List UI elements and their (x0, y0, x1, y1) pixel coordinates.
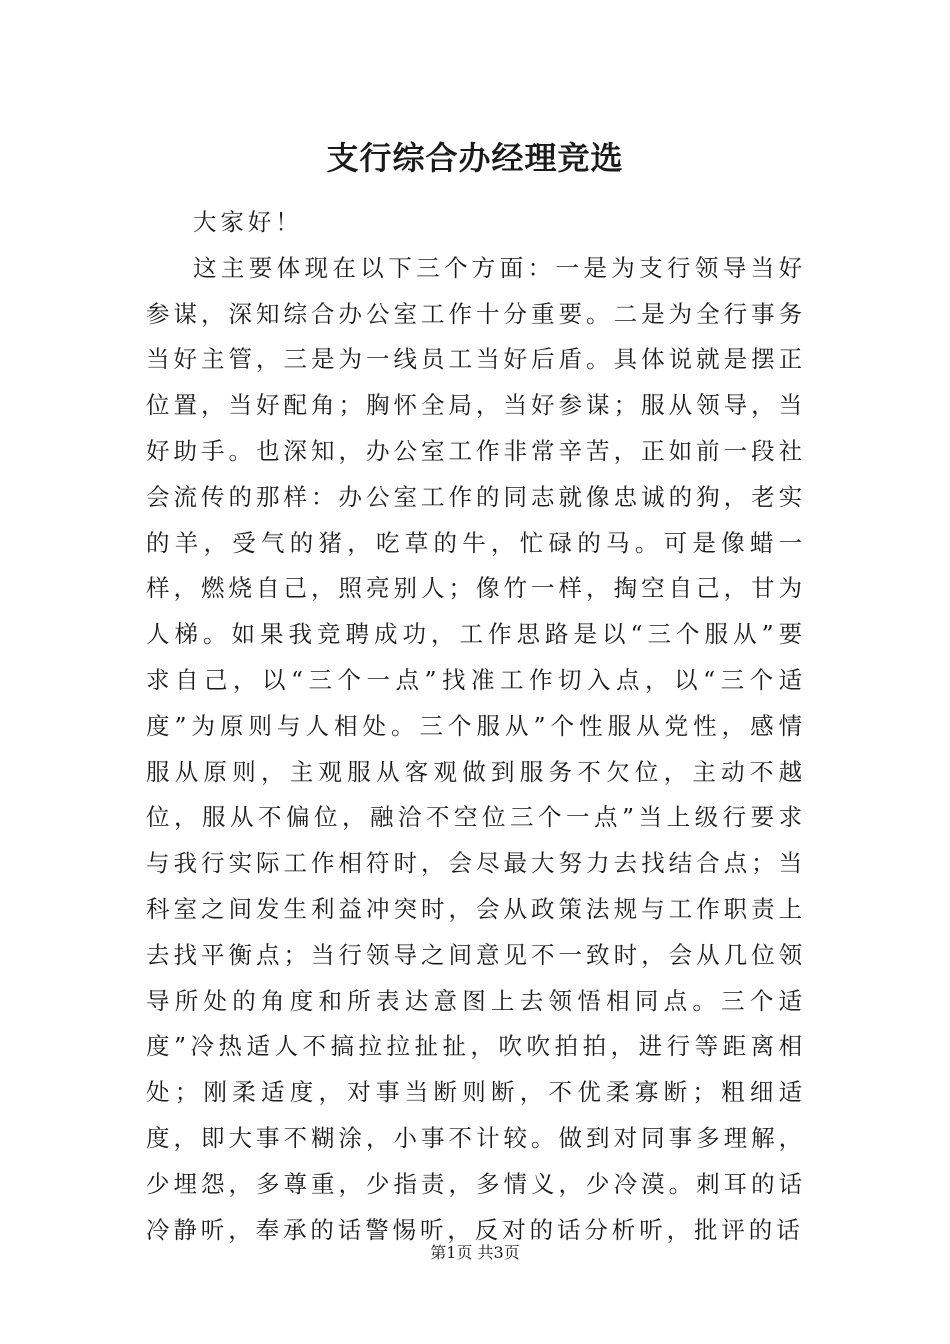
document-title: 支行综合办经理竞选 (326, 139, 624, 177)
document-body (146, 200, 806, 1253)
greeting-paragraph: 大家好！ (193, 208, 303, 236)
page-number-footer: 第1页 共3页 (430, 1243, 520, 1262)
main-paragraph: 这主要体现在以下三个方面：一是为支行领导当好参谋，深知综合办公室工作十分重要。二是为全行事务当好主管，三是为一线员工当好后盾。具体说就是摆正位置，当好配角；胸怀全局，当好参谋；服从领导，当好助手。也深知，办公室工作非常辛苦，正如前一段社会流传的那样：办公室工作的同志就像忠诚的狗，老实的羊，受气的猪，吃草的牛，忙碌的马。可是像蜡一样，燃烧自己，照亮别人；像竹一样，掏空自己，甘为人梯。如果我竞聘成功，工作思路是以“三个服从”要求自己，以“三个一点”找准工作切入点，以“三个适度”为原则与人相处。三个服从”个性服从党性，感情服从原则，主观服从客观做到服务不欠位，主动不越位，服从不偏位，融洽不空位三个一点”当上级行要求与我行实际工作相符时，会尽最大努力去找结合点；当科室之间发生利益冲突时，会从政策法规与工作职责上去找平衡点；当行领导之间意见不一致时，会从几位领导所处的角度和所表达意图上去领悟相同点。三个适度”冷热适人不搞拉拉扯扯，吹吹拍拍，进行等距离相处；刚柔适度，对事当断则断，不优柔寡断；粗细适度，即大事不糊涂，小事不计较。做到对同事多理解，少埋怨，多尊重，少指责，多情义，少冷漠。刺耳的话冷静听，奉承的话警惕听，反对的话分析听，批评的话 (146, 253, 806, 1244)
